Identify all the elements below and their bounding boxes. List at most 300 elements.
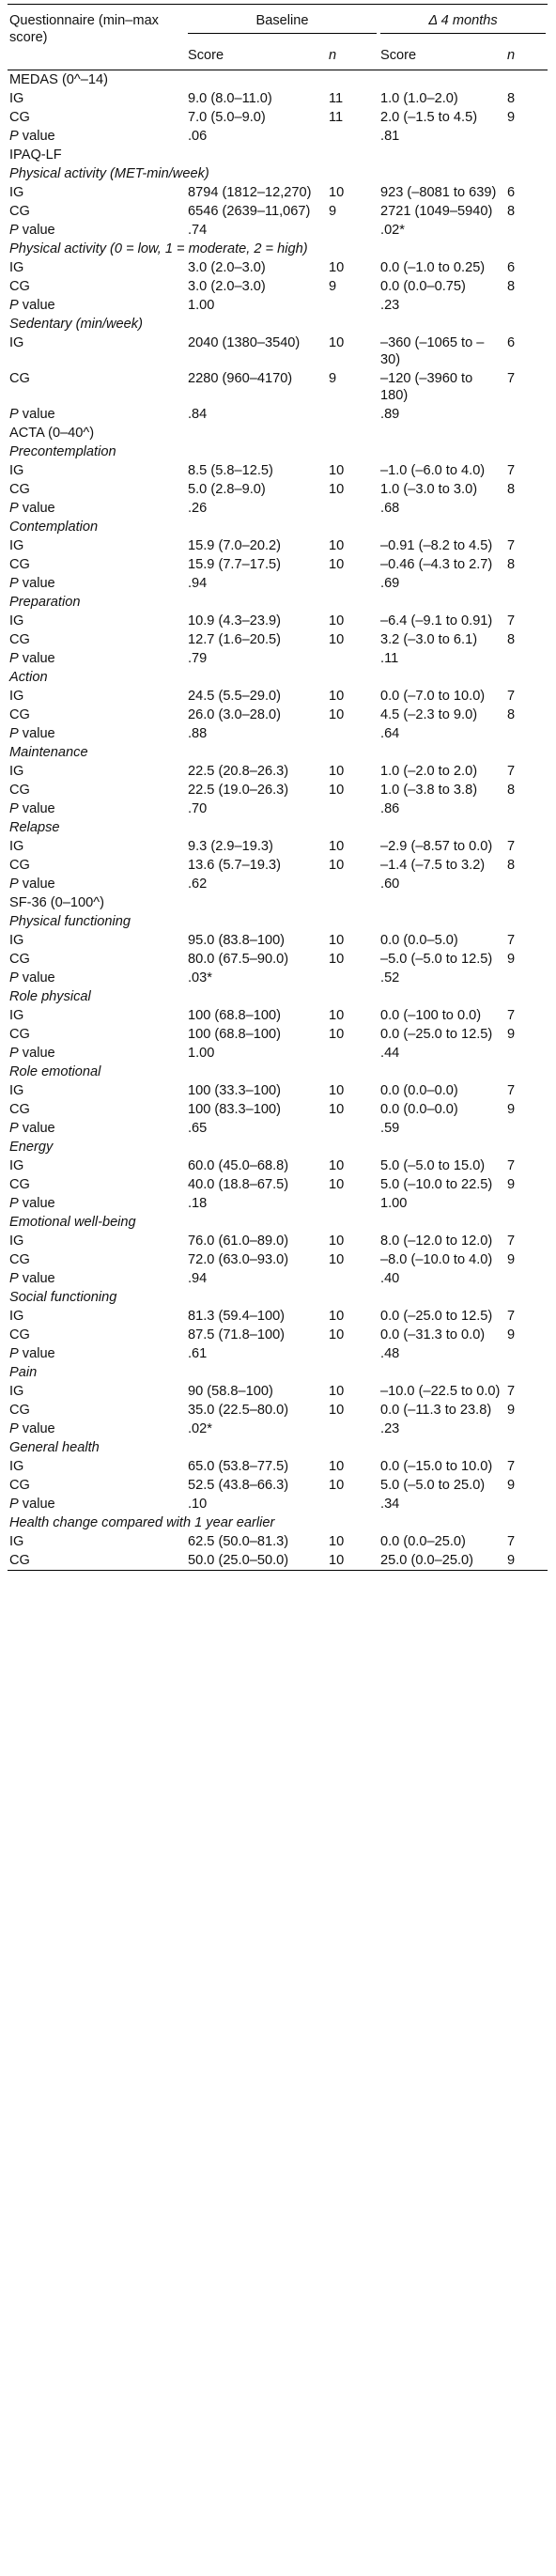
change-n: 9 [507, 1403, 516, 1418]
change-score: 923 (–8081 to 639) [380, 185, 497, 200]
table-row [8, 612, 548, 630]
baseline-n: 10 [329, 1008, 345, 1023]
group-label: IG [9, 933, 24, 948]
change-p-empty [505, 405, 548, 424]
p-value-label: P value [9, 1271, 55, 1286]
baseline-p-empty [327, 499, 378, 518]
p-value-label: P value [9, 1497, 55, 1512]
group-label: IG [9, 1459, 24, 1474]
p-value-row [8, 724, 548, 743]
change-p-value: .48 [380, 1346, 400, 1361]
baseline-p-empty [327, 1269, 378, 1288]
subsection-label: Precontemplation [9, 444, 116, 459]
group-label: CG [9, 204, 30, 219]
table-row [8, 1025, 548, 1044]
baseline-n: 10 [329, 764, 345, 779]
table-row [8, 1401, 548, 1420]
change-score: –2.9 (–8.57 to 0.0) [380, 839, 493, 854]
baseline-n: 10 [329, 538, 345, 553]
change-n: 6 [507, 260, 516, 275]
change-score: –6.4 (–9.1 to 0.91) [380, 613, 493, 628]
baseline-p-value: .65 [188, 1121, 208, 1136]
baseline-p-value: .94 [188, 576, 208, 591]
subsection-row [8, 164, 548, 183]
baseline-score: 22.5 (19.0–26.3) [188, 783, 289, 798]
change-score: 0.0 (–11.3 to 23.8) [380, 1403, 492, 1418]
p-value-label: P value [9, 1346, 55, 1361]
baseline-score: 87.5 (71.8–100) [188, 1327, 286, 1342]
change-score: –0.91 (–8.2 to 4.5) [380, 538, 493, 553]
change-n: 7 [507, 1158, 516, 1173]
baseline-n: 10 [329, 260, 345, 275]
change-n: 7 [507, 764, 516, 779]
baseline-p-empty [327, 1495, 378, 1513]
change-p-empty [505, 127, 548, 146]
table-row [8, 334, 548, 369]
change-p-empty [505, 574, 548, 593]
change-p-empty [505, 1269, 548, 1288]
change-n: 9 [507, 1177, 516, 1192]
table-row [8, 837, 548, 856]
change-p-value: .81 [380, 129, 400, 144]
baseline-p-value: .84 [188, 407, 208, 422]
change-score: 0.0 (0.0–0.75) [380, 279, 466, 294]
change-p-value: .64 [380, 726, 400, 741]
table-row [8, 108, 548, 127]
p-value-row [8, 1194, 548, 1213]
change-score: –5.0 (–5.0 to 12.5) [380, 952, 493, 967]
subsection-row [8, 240, 548, 258]
table-row [8, 1175, 548, 1194]
table-row [8, 706, 548, 724]
change-score: 0.0 (0.0–0.0) [380, 1102, 458, 1117]
change-p-empty [505, 1119, 548, 1138]
change-n: 7 [507, 1083, 516, 1098]
change-score: 5.0 (–10.0 to 22.5) [380, 1177, 493, 1192]
change-p-value: .59 [380, 1121, 400, 1136]
change-n: 8 [507, 707, 516, 722]
change-n: 7 [507, 613, 516, 628]
table-body [8, 70, 548, 1571]
group-label: IG [9, 463, 24, 478]
baseline-score: 100 (33.3–100) [188, 1083, 281, 1098]
table-row [8, 630, 548, 649]
section-row [8, 893, 548, 912]
baseline-score: 80.0 (67.5–90.0) [188, 952, 289, 967]
subsection-label: Role physical [9, 989, 91, 1004]
change-score: –360 (–1065 to –30) [380, 335, 485, 367]
baseline-n: 10 [329, 335, 345, 350]
subsection-row [8, 1363, 548, 1382]
baseline-n: 9 [329, 371, 337, 386]
change-p-value: .02* [380, 223, 405, 238]
baseline-p-value: .70 [188, 801, 208, 816]
group-label: CG [9, 1252, 30, 1267]
change-score: –10.0 (–22.5 to 0.0) [380, 1384, 501, 1399]
table-row [8, 931, 548, 950]
table-row [8, 536, 548, 555]
change-p-empty [505, 969, 548, 987]
subsection-label: Sedentary (min/week) [9, 317, 143, 332]
p-value-row [8, 649, 548, 668]
change-p-empty [505, 1194, 548, 1213]
baseline-n: 10 [329, 482, 345, 497]
baseline-score: 35.0 (22.5–80.0) [188, 1403, 289, 1418]
baseline-score: 60.0 (45.0–68.8) [188, 1158, 289, 1173]
baseline-p-value: 1.00 [188, 298, 215, 313]
subsection-label: Maintenance [9, 745, 88, 760]
baseline-score: 5.0 (2.8–9.0) [188, 482, 266, 497]
table-row [8, 950, 548, 969]
change-score: 1.0 (–3.8 to 3.8) [380, 783, 478, 798]
change-score: 0.0 (–1.0 to 0.25) [380, 260, 486, 275]
change-n: 7 [507, 538, 516, 553]
header-baseline-score: Score [186, 39, 327, 70]
table-row [8, 183, 548, 202]
group-label: IG [9, 1234, 24, 1249]
baseline-score: 3.0 (2.0–3.0) [188, 260, 266, 275]
change-p-empty [505, 221, 548, 240]
group-label: IG [9, 260, 24, 275]
subsection-label: Contemplation [9, 520, 99, 535]
table-header [8, 5, 548, 70]
subsection-row [8, 1063, 548, 1081]
p-value-label: P value [9, 1046, 55, 1061]
table-row [8, 1326, 548, 1344]
change-score: 3.2 (–3.0 to 6.1) [380, 632, 478, 647]
change-n: 9 [507, 952, 516, 967]
p-value-row [8, 1495, 548, 1513]
baseline-p-empty [327, 1044, 378, 1063]
group-label: CG [9, 1403, 30, 1418]
baseline-p-empty [327, 875, 378, 893]
change-n: 9 [507, 110, 516, 125]
baseline-n: 10 [329, 689, 345, 704]
p-value-label: P value [9, 1121, 55, 1136]
baseline-n: 10 [329, 1158, 345, 1173]
subsection-label: Physical activity (MET-min/week) [9, 166, 209, 181]
baseline-score: 3.0 (2.0–3.0) [188, 279, 266, 294]
table-row [8, 687, 548, 706]
table-row [8, 1307, 548, 1326]
baseline-score: 22.5 (20.8–26.3) [188, 764, 289, 779]
baseline-n: 10 [329, 858, 345, 873]
baseline-score: 8.5 (5.8–12.5) [188, 463, 273, 478]
change-p-empty [505, 296, 548, 315]
baseline-n: 10 [329, 1534, 345, 1549]
table-row [8, 555, 548, 574]
subsection-row [8, 442, 548, 461]
p-value-row [8, 1420, 548, 1438]
baseline-p-value: .94 [188, 1271, 208, 1286]
baseline-score: 15.9 (7.0–20.2) [188, 538, 281, 553]
change-p-value: .69 [380, 576, 400, 591]
baseline-n: 10 [329, 463, 345, 478]
group-label: IG [9, 1384, 24, 1399]
table-row [8, 202, 548, 221]
baseline-p-empty [327, 1344, 378, 1363]
baseline-n: 10 [329, 839, 345, 854]
baseline-score: 76.0 (61.0–89.0) [188, 1234, 289, 1249]
group-label: CG [9, 858, 30, 873]
change-n: 8 [507, 279, 516, 294]
baseline-n: 10 [329, 952, 345, 967]
group-label: CG [9, 952, 30, 967]
baseline-score: 52.5 (43.8–66.3) [188, 1478, 289, 1493]
change-score: –0.46 (–4.3 to 2.7) [380, 557, 493, 572]
header-four-months: Δ 4 months [378, 5, 548, 40]
change-n: 9 [507, 1478, 516, 1493]
change-score: 0.0 (0.0–25.0) [380, 1534, 466, 1549]
baseline-n: 10 [329, 933, 345, 948]
baseline-score: 12.7 (1.6–20.5) [188, 632, 281, 647]
change-n: 7 [507, 463, 516, 478]
subsection-row [8, 668, 548, 687]
baseline-p-empty [327, 799, 378, 818]
baseline-score: 2280 (960–4170) [188, 371, 293, 386]
change-score: 0.0 (–100 to 0.0) [380, 1008, 482, 1023]
table-row [8, 258, 548, 277]
change-p-empty [505, 724, 548, 743]
change-score: 25.0 (0.0–25.0) [380, 1553, 474, 1568]
subsection-row [8, 818, 548, 837]
baseline-score: 7.0 (5.0–9.0) [188, 110, 266, 125]
table-row [8, 1457, 548, 1476]
change-p-empty [505, 799, 548, 818]
group-label: IG [9, 1158, 24, 1173]
subsection-label: Emotional well-being [9, 1215, 136, 1230]
p-value-row [8, 221, 548, 240]
baseline-n: 10 [329, 1309, 345, 1324]
subsection-row [8, 593, 548, 612]
baseline-score: 24.5 (5.5–29.0) [188, 689, 281, 704]
p-value-label: P value [9, 801, 55, 816]
subsection-label: Physical activity (0 = low, 1 = moderate, 2 = high) [9, 241, 308, 256]
change-score: 2721 (1049–5940) [380, 204, 493, 219]
baseline-n: 9 [329, 279, 337, 294]
change-p-empty [505, 1495, 548, 1513]
subsection-row [8, 1213, 548, 1232]
change-score: 1.0 (–2.0 to 2.0) [380, 764, 478, 779]
baseline-n: 10 [329, 1403, 345, 1418]
subsection-row [8, 1288, 548, 1307]
change-score: 0.0 (0.0–5.0) [380, 933, 458, 948]
group-label: IG [9, 689, 24, 704]
subsection-row [8, 1513, 548, 1532]
baseline-score: 6546 (2639–11,067) [188, 204, 311, 219]
subsection-row [8, 1138, 548, 1156]
p-value-label: P value [9, 877, 55, 892]
change-score: –1.4 (–7.5 to 3.2) [380, 858, 486, 873]
change-n: 7 [507, 1234, 516, 1249]
change-score: 2.0 (–1.5 to 4.5) [380, 110, 478, 125]
baseline-p-value: .79 [188, 651, 208, 666]
change-p-value: .11 [380, 651, 399, 666]
table-row [8, 856, 548, 875]
baseline-p-value: .18 [188, 1196, 208, 1211]
change-p-value: .86 [380, 801, 400, 816]
group-label: IG [9, 1534, 24, 1549]
change-p-value: .34 [380, 1497, 400, 1512]
group-label: IG [9, 538, 24, 553]
baseline-p-empty [327, 724, 378, 743]
header-baseline: Baseline [186, 5, 378, 40]
baseline-n: 10 [329, 1252, 345, 1267]
section-label: IPAQ-LF [9, 147, 62, 163]
section-label: MEDAS (0^–14) [9, 72, 108, 87]
p-value-label: P value [9, 726, 55, 741]
baseline-p-empty [327, 969, 378, 987]
p-value-label: P value [9, 1421, 55, 1436]
section-label: SF-36 (0–100^) [9, 895, 104, 910]
table-row [8, 369, 548, 405]
baseline-n: 11 [329, 91, 344, 106]
p-value-label: P value [9, 129, 55, 144]
baseline-p-empty [327, 296, 378, 315]
change-score: 0.0 (–31.3 to 0.0) [380, 1327, 486, 1342]
change-n: 8 [507, 91, 516, 106]
change-p-empty [505, 499, 548, 518]
baseline-n: 10 [329, 1478, 345, 1493]
change-n: 8 [507, 783, 516, 798]
section-label: ACTA (0–40^) [9, 426, 95, 441]
baseline-score: 62.5 (50.0–81.3) [188, 1534, 289, 1549]
change-n: 8 [507, 632, 516, 647]
baseline-score: 50.0 (25.0–50.0) [188, 1553, 289, 1568]
table-row [8, 781, 548, 799]
p-value-label: P value [9, 1196, 55, 1211]
subsection-label: Relapse [9, 820, 60, 835]
change-n: 8 [507, 204, 516, 219]
baseline-n: 10 [329, 557, 345, 572]
subsection-row [8, 987, 548, 1006]
baseline-n: 10 [329, 185, 345, 200]
group-label: CG [9, 783, 30, 798]
header-baseline-n: n [327, 39, 378, 70]
change-n: 7 [507, 689, 516, 704]
baseline-score: 15.9 (7.7–17.5) [188, 557, 281, 572]
baseline-n: 10 [329, 783, 345, 798]
baseline-n: 10 [329, 1177, 345, 1192]
p-value-label: P value [9, 970, 55, 985]
change-n: 7 [507, 371, 516, 386]
group-label: CG [9, 1327, 30, 1342]
table-row [8, 1382, 548, 1401]
p-value-row [8, 405, 548, 424]
change-n: 9 [507, 1252, 516, 1267]
change-p-value: .52 [380, 970, 400, 985]
change-p-value: .23 [380, 298, 400, 313]
section-row [8, 70, 548, 90]
change-n: 7 [507, 1008, 516, 1023]
table-row [8, 1250, 548, 1269]
change-score: 0.0 (–7.0 to 10.0) [380, 689, 486, 704]
change-p-empty [505, 1420, 548, 1438]
table-row [8, 461, 548, 480]
subsection-label: Physical functioning [9, 914, 131, 929]
baseline-p-empty [327, 1420, 378, 1438]
baseline-n: 10 [329, 1553, 345, 1568]
table-row [8, 277, 548, 296]
baseline-n: 10 [329, 1102, 345, 1117]
table-row [8, 480, 548, 499]
change-score: 4.5 (–2.3 to 9.0) [380, 707, 478, 722]
baseline-n: 10 [329, 1083, 345, 1098]
change-n: 9 [507, 1027, 516, 1042]
change-n: 8 [507, 858, 516, 873]
p-value-row [8, 1119, 548, 1138]
baseline-n: 9 [329, 204, 337, 219]
change-n: 8 [507, 557, 516, 572]
baseline-n: 10 [329, 707, 345, 722]
subsection-label: Pain [9, 1365, 38, 1380]
baseline-p-empty [327, 127, 378, 146]
baseline-n: 10 [329, 632, 345, 647]
baseline-score: 95.0 (83.8–100) [188, 933, 286, 948]
baseline-p-empty [327, 649, 378, 668]
baseline-p-value: .02* [188, 1421, 212, 1436]
baseline-n: 10 [329, 1327, 345, 1342]
subsection-row [8, 912, 548, 931]
table-row [8, 1551, 548, 1571]
baseline-p-value: .26 [188, 501, 208, 516]
group-label: IG [9, 839, 24, 854]
change-p-empty [505, 1344, 548, 1363]
p-value-row [8, 499, 548, 518]
table-row [8, 1156, 548, 1175]
table-row [8, 89, 548, 108]
baseline-score: 100 (68.8–100) [188, 1008, 281, 1023]
baseline-p-value: 1.00 [188, 1046, 215, 1061]
change-p-value: .68 [380, 501, 400, 516]
change-score: 5.0 (–5.0 to 15.0) [380, 1158, 486, 1173]
group-label: CG [9, 1102, 30, 1117]
baseline-p-empty [327, 1194, 378, 1213]
table-row [8, 762, 548, 781]
baseline-score: 100 (68.8–100) [188, 1027, 281, 1042]
section-row [8, 424, 548, 442]
baseline-score: 9.3 (2.9–19.3) [188, 839, 273, 854]
subsection-row [8, 315, 548, 334]
baseline-score: 72.0 (63.0–93.0) [188, 1252, 289, 1267]
p-value-row [8, 799, 548, 818]
baseline-score: 10.9 (4.3–23.9) [188, 613, 281, 628]
p-value-label: P value [9, 651, 55, 666]
table-row [8, 1532, 548, 1551]
change-n: 7 [507, 1534, 516, 1549]
subsection-label: Preparation [9, 595, 81, 610]
baseline-score: 26.0 (3.0–28.0) [188, 707, 281, 722]
change-p-empty [505, 1044, 548, 1063]
section-row [8, 146, 548, 164]
p-value-label: P value [9, 576, 55, 591]
baseline-p-empty [327, 221, 378, 240]
baseline-p-empty [327, 574, 378, 593]
change-n: 8 [507, 482, 516, 497]
change-p-value: .40 [380, 1271, 400, 1286]
table-row [8, 1232, 548, 1250]
baseline-score: 9.0 (8.0–11.0) [188, 91, 272, 106]
baseline-p-value: .03* [188, 970, 212, 985]
group-label: CG [9, 1027, 30, 1042]
header-questionnaire: Questionnaire (min–max score) [8, 5, 186, 70]
change-score: 0.0 (–15.0 to 10.0) [380, 1459, 493, 1474]
p-value-label: P value [9, 501, 55, 516]
subsection-label: General health [9, 1440, 100, 1455]
change-score: –120 (–3960 to 180) [380, 371, 473, 403]
group-label: CG [9, 1478, 30, 1493]
p-value-row [8, 1044, 548, 1063]
